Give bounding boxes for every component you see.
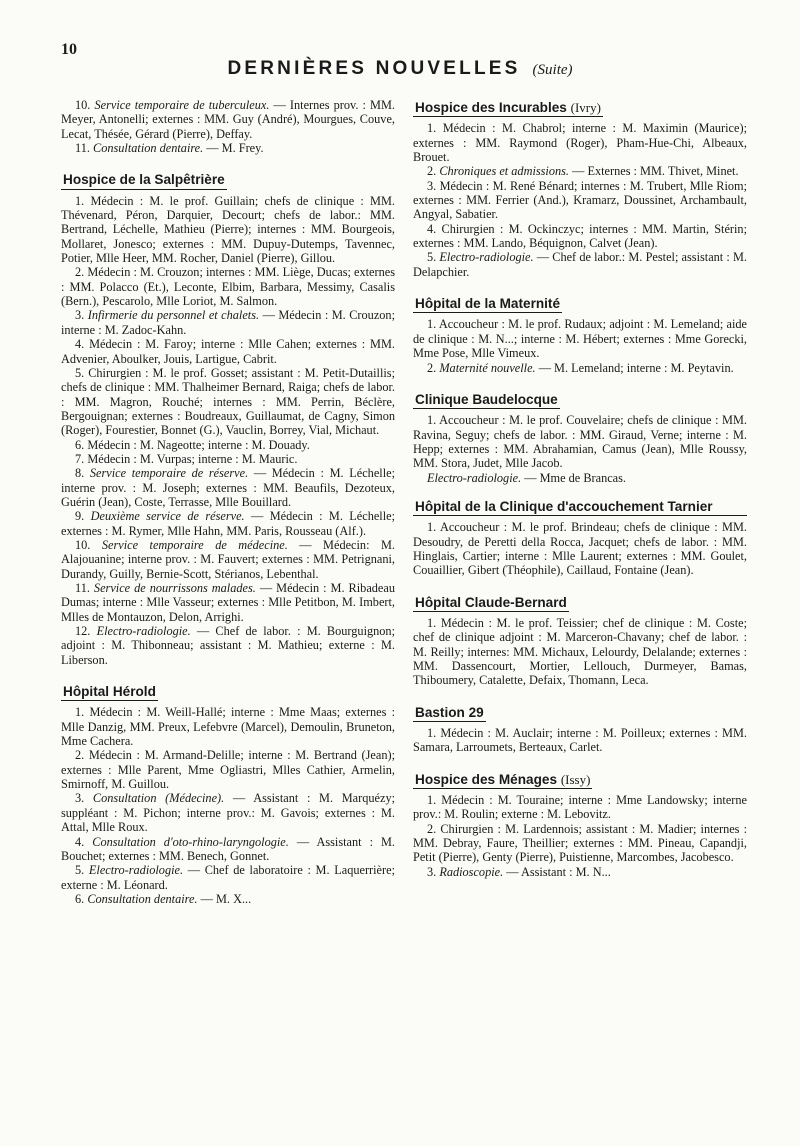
list-item [413, 222, 747, 251]
item-text: Chirurgien : M. le prof. Gosset; assistant : M. Petit-Dutaillis; chefs de clinique : MM. Thalheimer Bernard, Raiga; chefs de labor. : MM. Magron, Rouché; internes : MM. Perrin, Béclère, Bergouignan; externes : Boudreaux, Guillaumat, de Cagny, Simon (Roger), Fourestier, Bonnet (G.), Vauclin, Borrey, Vial, Michaut. [61, 365, 396, 438]
item-number: 1. [75, 705, 85, 720]
item-number: 7. [75, 451, 85, 466]
section-heading-text: Hôpital de la Clinique d'accouchement Tarnier [415, 498, 713, 514]
item-text: Médecin : M. Vurpas; interne : M. Mauric. [87, 451, 298, 466]
section-heading-text: Hospice des Incurables [415, 100, 567, 115]
list-item [413, 616, 747, 688]
section-heading-text: Hôpital de la Maternité [415, 296, 561, 312]
item-text: Médecin : M. Crouzon; internes : MM. Liège, Ducas; externes : MM. Polacco (Et.), Leconte, Elbim, Barbara, Messimy, Casalis (Bern.), Pescarolo, Mlle Loriot, M. Salmon. [61, 265, 395, 309]
list-item [61, 863, 395, 892]
item-service-name: Maternité nouvelle. [439, 360, 536, 375]
item-text: — Chef de laboratoire : M. Laquerrière; externe : M. Léonard. [61, 863, 395, 892]
section [413, 593, 747, 688]
item-number: 2. [75, 265, 85, 280]
list-item [61, 581, 395, 624]
list-item [61, 509, 395, 538]
list-item [61, 892, 395, 906]
section-heading [413, 393, 560, 409]
list-item [61, 337, 395, 366]
item-number: 1. [427, 615, 437, 630]
item-number: 1. [427, 726, 437, 741]
item-text: Accoucheur : M. le prof. Rudaux; adjoint : M. Lemeland; aide de clinique : M. N...; interne : M. Hébert; externes : Mme Gorecki, Mme Pose, Mlle Vimeux. [413, 317, 748, 361]
section-heading-note: (Ivry) [570, 100, 601, 115]
list-item [61, 452, 395, 466]
right-column [413, 98, 747, 894]
item-text: — M. X... [200, 891, 252, 906]
header-suite: (Suite) [532, 62, 573, 78]
item-text: Médecin : M. Armand-Delille; interne : M. Bertrand (Jean); externes : Mlle Parent, Mme Ogliastri, Mlles Cathier, Armelin, Smirnoff, M. Guillou. [61, 748, 395, 792]
item-service-name: Consultation dentaire. [93, 141, 204, 156]
left-column [61, 98, 395, 921]
item-service-name: Service temporaire de médecine. [101, 537, 288, 552]
section-heading-text: Hôpital Hérold [63, 684, 156, 700]
item-number: 6. [75, 437, 85, 452]
item-number: 2. [427, 360, 437, 375]
item-number: 5. [75, 365, 85, 380]
item-service-name: Electro-radiologie. [427, 470, 522, 485]
item-service-name: Deuxième service de réserve. [90, 509, 245, 524]
item-number: 1. [427, 793, 437, 808]
section-heading [413, 297, 562, 313]
item-number: 2. [427, 164, 437, 179]
section-heading [413, 706, 486, 722]
section-heading-text: Hospice des Ménages [415, 771, 558, 787]
item-number: 1. [427, 520, 437, 535]
section [61, 170, 395, 667]
item-number: 3. [427, 178, 437, 193]
list-item [61, 98, 395, 141]
item-number: 10. [75, 537, 91, 552]
section [61, 682, 395, 906]
item-text: — Médecin : M. Crouzon; interne : M. Zadoc-Kahn. [61, 308, 395, 337]
item-service-name: Electro-radiologie. [439, 250, 534, 265]
item-number: 6. [75, 891, 85, 906]
list-item [61, 194, 395, 266]
list-item [61, 538, 395, 581]
item-text: Médecin : M. le prof. Teissier; chef de clinique : M. Coste; chef de clinique adjoint : M. Marceron-Chavany; chef de labor. : M. Reilly; internes: MM. Michaux, Lelourdy, Delalande; externes : MM. Dassencourt, Mortier, Lellouch, Durmeyer, Bamas, Thiboumery, Catalette, Defaix, Thomann, Leca. [413, 615, 748, 688]
list-item [61, 791, 395, 834]
item-text: Accoucheur : M. le prof. Brindeau; chefs de clinique : MM. Desoudry, de Peretti della Rocca, Jacquet; chefs de labor. : MM. Hinglais, Cartier; interne : Mlle Laurent; externes : MM. Goulet, Couaillier, Gibert (Théophile), Caillaud, Fontaine (Jean). [413, 520, 747, 578]
list-item [61, 466, 395, 509]
section-heading [413, 101, 603, 117]
list-item [413, 179, 747, 222]
section-heading-text: Clinique Baudelocque [415, 391, 558, 407]
item-service-name: Service temporaire de tuberculeux. [94, 98, 270, 112]
item-text: Médecin : M. René Bénard; internes : M. Trubert, Mlle Riom; externes : MM. Ferrier (And.), Kramarz, Doussinet, Archambault, Angyal, Sabatier. [413, 178, 748, 222]
list-item [61, 748, 395, 791]
item-number: 5. [75, 863, 85, 878]
item-service-name: Chroniques et admissions. [439, 164, 570, 179]
item-number: 9. [75, 509, 85, 524]
item-text: Médecin : M. Nageotte; interne : M. Douady. [87, 437, 310, 452]
list-item [61, 308, 395, 337]
item-text: — Chef de labor.: M. Pestel; assistant : M. Delapchier. [413, 250, 747, 279]
item-service-name: Radioscopie. [439, 864, 504, 879]
item-text: Chirurgien : M. Lardennois; assistant : M. Madier; internes : MM. Debray, Faure, Theillier; externes : MM. Pineau, Capandji, Petit (Pierre), Genty (Pierre), Puistienne, Marcombes, Jacobesco. [413, 821, 747, 865]
item-text: Médecin : M. Weill-Hallé; interne : Mme Maas; externes : Mlle Danzig, MM. Preux, Lefebvre (Marcel), Demoulin, Bruneton, Mme Cachera. [61, 705, 396, 749]
item-text: — Assistant : M. N... [506, 864, 611, 879]
item-number: 1. [427, 317, 437, 332]
header-title: DERNIÈRES NOUVELLES [227, 58, 521, 79]
item-number: 4. [427, 221, 437, 236]
section [413, 770, 747, 879]
item-number: 8. [75, 466, 85, 481]
list-item [61, 624, 395, 667]
item-text: — Assistant : M. Bouchet; externes : MM. Benech, Gonnet. [61, 834, 396, 863]
item-number: 1. [427, 121, 437, 136]
item-text: — Externes : MM. Thivet, Minet. [572, 164, 739, 179]
section-heading-note: (Issy) [560, 771, 591, 787]
item-text: — Médecin : M. Léchelle; interne prov. : M. Joseph; externes : MM. Beaufils, Dezoteux, Guérin (Jean), Coste, Terrasse, Mlle Bouillard. [61, 466, 395, 509]
section-heading-text: Bastion 29 [415, 704, 484, 720]
item-text: — Chef de labor. : M. Bourguignon; adjoint : M. Thibonneau; assistant : M. Mathieu; externe : M. Liberson. [61, 624, 395, 667]
item-number: 11. [75, 141, 90, 156]
section-heading-text: Hospice de la Salpêtrière [63, 172, 225, 188]
item-text: — M. Lemeland; interne : M. Peytavin. [538, 360, 734, 375]
item-service-name: Electro-radiologie. [88, 863, 184, 878]
section-heading [61, 685, 158, 701]
list-item [413, 793, 747, 822]
item-service-name: Consultation d'oto-rhino-laryngologie. [92, 834, 289, 849]
item-number: 5. [427, 250, 437, 265]
item-service-name: Service de nourrissons malades. [93, 581, 256, 595]
item-text: — Mme de Brancas. [524, 470, 626, 485]
item-text: — Médecin : M. Ribadeau Dumas; interne : Mlle Vasseur; externes : Mlle Petitbon, M. Imbert, Mlles de Montauzon, Delon, Arrighi. [61, 581, 395, 624]
item-number: 12. [75, 624, 91, 639]
list-item [413, 822, 747, 865]
list-item [413, 726, 747, 755]
item-number: 4. [75, 337, 85, 352]
list-item [413, 164, 747, 178]
item-number: 1. [75, 193, 85, 208]
item-number: 3. [75, 308, 85, 323]
list-item [413, 361, 747, 375]
item-text: — M. Frey. [206, 141, 264, 156]
page-header [0, 58, 800, 80]
section-heading [413, 596, 569, 612]
list-item [413, 317, 747, 360]
item-text: Chirurgien : M. Ockinczyc; internes : MM. Martin, Stérin; externes : MM. Lando, Béquignon, Calvet (Jean). [413, 221, 747, 251]
list-item [413, 121, 747, 164]
item-service-name: Consultation dentaire. [87, 891, 198, 906]
item-number: 3. [427, 864, 437, 879]
item-text: Médecin : M. le prof. Guillain; chefs de clinique : MM. Thévenard, Péron, Darquier, Decourt; chefs de labor.: MM. Bertrand, Léchelle, Mathieu (Pierre); internes : MM. Bourgeois, Mollaret, Jonesco; externes : MM. Dupuy-Dutemps, Tavennec, Potier, Mlle Heer, MM. Rocher, Daniel (Pierre), Gillou. [61, 193, 395, 266]
section [413, 703, 747, 755]
list-item [61, 141, 395, 155]
list-item [413, 865, 747, 879]
item-text: Accoucheur : M. le prof. Couvelaire; chefs de clinique : MM. Ravina, Seguy; chefs de labor. : MM. Giraud, Verne; interne : M. Hepp; externes : MM. Abrahamian, Camus (Jean), Mlle Roussy, MM. Stora, Judet, Mlle Jacob. [413, 413, 748, 471]
item-number: 10. [75, 98, 91, 112]
list-item [61, 835, 395, 864]
item-service-name: Consultation (Médecine). [92, 791, 225, 806]
section [413, 98, 747, 279]
section [61, 98, 395, 155]
item-number: 1. [427, 413, 437, 428]
section-heading-text: Hôpital Claude-Bernard [415, 594, 567, 610]
list-item [413, 250, 747, 279]
section [413, 390, 747, 485]
item-service-name: Service temporaire de réserve. [89, 466, 249, 481]
item-number: 2. [427, 821, 437, 836]
item-service-name: Infirmerie du personnel et chalets. [87, 308, 260, 323]
item-text: — Internes prov. : MM. Meyer, Antonelli; externes : MM. Guy (André), Mourgues, Couve, Lecat, Thésée, Gérard (Pierre), Deffay. [61, 98, 396, 141]
list-item [61, 265, 395, 308]
item-text: Médecin : M. Chabrol; interne : M. Maximin (Maurice); externes : MM. Raymond (Roger), Pham-Hue-Chi, Albeaux, Brouet. [413, 121, 747, 165]
list-item [61, 705, 395, 748]
section-heading [413, 500, 747, 516]
section [413, 294, 747, 375]
item-number: 2. [75, 748, 85, 763]
list-item [413, 520, 747, 577]
item-text: Médecin : M. Auclair; interne : M. Poilleux; externes : MM. Samara, Larroumets, Berteaux, Carlet. [413, 726, 747, 755]
section-heading [61, 173, 227, 189]
item-service-name: Electro-radiologie. [96, 624, 191, 639]
item-text: Médecin : M. Faroy; interne : Mlle Cahen; externes : MM. Advenier, Aboulker, Jouis, Lartigue, Cabrit. [61, 337, 395, 366]
list-item [413, 471, 747, 485]
list-item [413, 413, 747, 470]
list-item [61, 438, 395, 452]
item-text: — Assistant : M. Marquézy; suppléant : M. Pichon; interne prov.: M. Gavois; externes : M. Attal, Mlle Roux. [61, 791, 396, 835]
item-text: Médecin : M. Touraine; interne : Mme Landowsky; interne prov.: M. Roulin; externe : M. Lebovitz. [413, 793, 747, 822]
item-number: 11. [75, 581, 90, 595]
item-text: — Médecin: M. Alajouanine; interne prov. : M. Fauvert; externes : MM. Petrignani, Durandy, Guilly, Bernie-Scott, Stérianos, Lebenthal. [61, 537, 395, 581]
item-number: 4. [75, 834, 85, 849]
item-number: 3. [75, 791, 85, 806]
section-heading [413, 773, 592, 789]
section [413, 500, 747, 578]
page-number: 10 [61, 41, 77, 58]
item-text: — Médecin : M. Léchelle; externes : M. Rymer, Mlle Hahn, MM. Paris, Rousseau (Alf.). [61, 509, 396, 538]
list-item [61, 366, 395, 438]
